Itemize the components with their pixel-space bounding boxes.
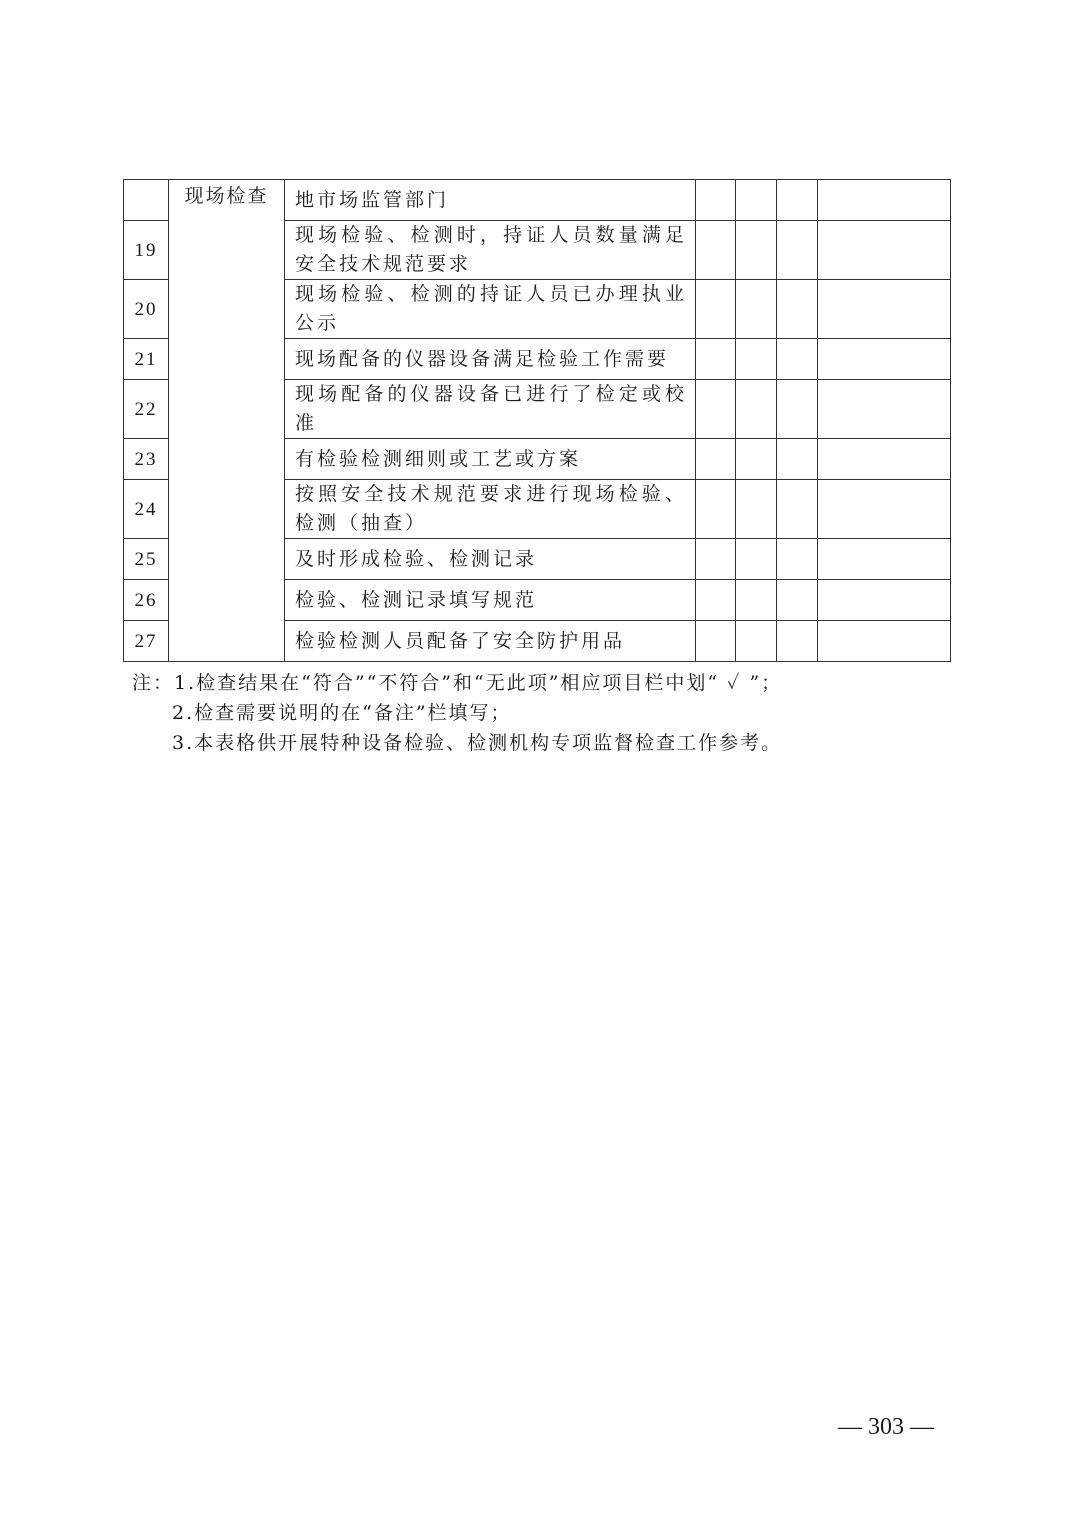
conform-cell xyxy=(696,180,736,221)
inspection-checklist-table xyxy=(123,179,951,662)
nonconform-cell xyxy=(736,480,777,539)
conform-cell xyxy=(696,480,736,539)
remarks-cell xyxy=(818,339,951,380)
row-number: 24 xyxy=(124,480,169,539)
row-number: 27 xyxy=(124,621,169,662)
remarks-cell xyxy=(818,180,951,221)
note-line xyxy=(132,698,932,728)
conform-cell xyxy=(696,539,736,580)
note-line xyxy=(132,668,932,698)
row-number: 20 xyxy=(124,280,169,339)
remarks-cell xyxy=(818,539,951,580)
nonconform-cell xyxy=(736,539,777,580)
notes-label: 注： xyxy=(132,672,175,694)
remarks-cell xyxy=(818,439,951,480)
not-applicable-cell xyxy=(777,480,818,539)
check-item: 按照安全技术规范要求进行现场检验、检测（抽查） xyxy=(285,480,696,539)
nonconform-cell xyxy=(736,380,777,439)
conform-cell xyxy=(696,380,736,439)
not-applicable-cell xyxy=(777,180,818,221)
row-number: 25 xyxy=(124,539,169,580)
remarks-cell xyxy=(818,480,951,539)
not-applicable-cell xyxy=(777,280,818,339)
conform-cell xyxy=(696,221,736,280)
nonconform-cell xyxy=(736,621,777,662)
check-item: 有检验检测细则或工艺或方案 xyxy=(285,439,696,480)
not-applicable-cell xyxy=(777,439,818,480)
check-item: 现场配备的仪器设备已进行了检定或校准 xyxy=(285,380,696,439)
category-cell: 现场检查 xyxy=(169,180,285,662)
not-applicable-cell xyxy=(777,580,818,621)
conform-cell xyxy=(696,339,736,380)
check-item: 现场检验、检测时，持证人员数量满足安全技术规范要求 xyxy=(285,221,696,280)
nonconform-cell xyxy=(736,439,777,480)
remarks-cell xyxy=(818,380,951,439)
note-item: 3.本表格供开展特种设备检验、检测机构专项监督检查工作参考。 xyxy=(172,732,783,754)
nonconform-cell xyxy=(736,280,777,339)
check-item: 及时形成检验、检测记录 xyxy=(285,539,696,580)
check-item: 检验检测人员配备了安全防护用品 xyxy=(285,621,696,662)
note-item: 1.检查结果在“符合”“不符合”和“无此项”相应项目栏中划“ ✓ ”； xyxy=(174,672,783,694)
remarks-cell xyxy=(818,580,951,621)
check-item: 现场配备的仪器设备满足检验工作需要 xyxy=(285,339,696,380)
not-applicable-cell xyxy=(777,539,818,580)
conform-cell xyxy=(696,280,736,339)
note-item: 2.检查需要说明的在“备注”栏填写； xyxy=(172,702,512,724)
table-row xyxy=(124,180,951,221)
nonconform-cell xyxy=(736,339,777,380)
page-number: — 303 — xyxy=(838,1414,934,1440)
not-applicable-cell xyxy=(777,380,818,439)
table-notes xyxy=(132,668,932,758)
row-number: 21 xyxy=(124,339,169,380)
row-number: 23 xyxy=(124,439,169,480)
remarks-cell xyxy=(818,621,951,662)
check-item: 地市场监管部门 xyxy=(285,180,696,221)
check-item: 现场检验、检测的持证人员已办理执业公示 xyxy=(285,280,696,339)
nonconform-cell xyxy=(736,180,777,221)
not-applicable-cell xyxy=(777,339,818,380)
nonconform-cell xyxy=(736,221,777,280)
conform-cell xyxy=(696,439,736,480)
row-number: 22 xyxy=(124,380,169,439)
conform-cell xyxy=(696,621,736,662)
not-applicable-cell xyxy=(777,621,818,662)
nonconform-cell xyxy=(736,580,777,621)
check-item: 检验、检测记录填写规范 xyxy=(285,580,696,621)
row-number: 19 xyxy=(124,221,169,280)
conform-cell xyxy=(696,580,736,621)
remarks-cell xyxy=(818,221,951,280)
not-applicable-cell xyxy=(777,221,818,280)
remarks-cell xyxy=(818,280,951,339)
row-number: 26 xyxy=(124,580,169,621)
row-number xyxy=(124,180,169,221)
note-line xyxy=(132,728,932,758)
